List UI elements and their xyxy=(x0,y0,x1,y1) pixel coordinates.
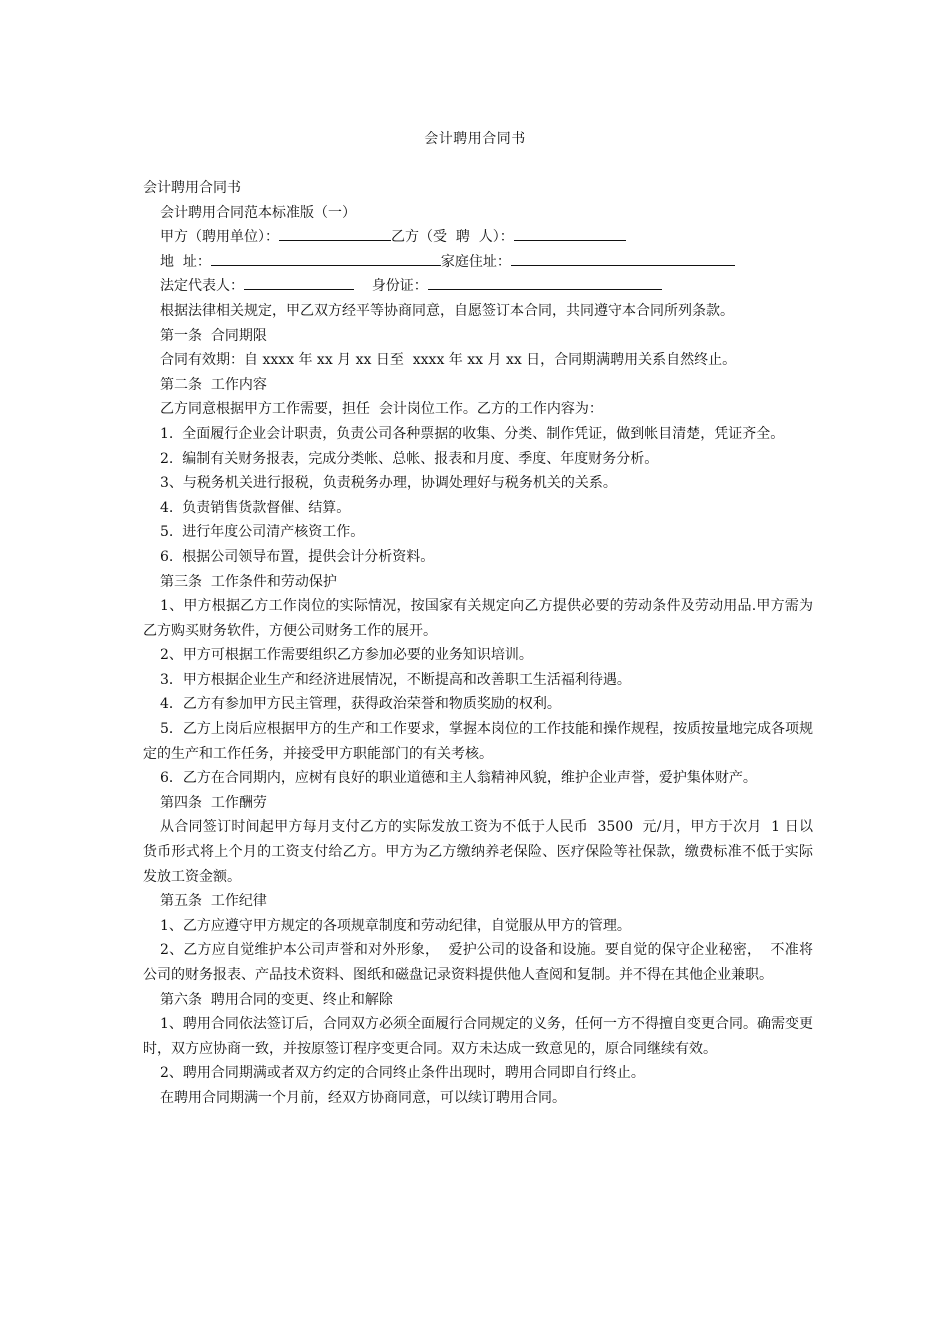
article-2-item: 1. 全面履行企业会计职责，负责公司各种票据的收集、分类、制作凭证，做到帐目清楚，凭证齐全。 xyxy=(160,425,785,442)
article-5-item: 2、乙方应自觉维护本公司声誉和对外形象， 爱护公司的设备和设施。要自觉的保守企业秘密， 不准将公司的财务报表、产品技术资料、图纸和磁盘记录资料提供他人查阅和复制。并不得在其他企业兼职。 xyxy=(143,942,813,983)
document-title: 会计聘用合同书 xyxy=(424,131,526,147)
address-label: 地 址： xyxy=(160,253,211,270)
party-line xyxy=(143,225,813,250)
article-2-title: 第二条 工作内容 xyxy=(160,376,267,393)
legal-rep-label: 法定代表人： xyxy=(160,278,244,295)
legal-rep-line xyxy=(143,274,813,299)
article-6-title: 第六条 聘用合同的变更、终止和解除 xyxy=(160,991,393,1008)
id-blank xyxy=(428,275,662,290)
article-2-item: 5. 进行年度公司清产核资工作。 xyxy=(160,524,365,541)
document-subtitle: 会计聘用合同范本标准版（一） xyxy=(160,204,356,221)
document-body xyxy=(143,176,813,1111)
party-b-blank xyxy=(514,226,626,241)
document-heading: 会计聘用合同书 xyxy=(143,180,241,196)
article-3-item: 6．乙方在合同期内，应树有良好的职业道德和主人翁精神风貌，维护企业声誉，爱护集体财产。 xyxy=(160,770,757,787)
article-6-item: 在聘用合同期满一个月前，经双方协商同意，可以续订聘用合同。 xyxy=(160,1089,566,1106)
party-a-blank xyxy=(279,226,391,241)
article-2-item: 2. 编制有关财务报表，完成分类帐、总帐、报表和月度、季度、年度财务分析。 xyxy=(160,450,659,467)
article-2-item: 6. 根据公司领导布置，提供会计分析资料。 xyxy=(160,548,435,565)
legal-rep-blank xyxy=(244,275,354,290)
article-6-item: 1、聘用合同依法签订后，合同双方必须全面履行合同规定的义务，任何一方不得擅自变更合同。确需变更时，双方应协商一致，并按原签订程序变更合同。双方未达成一致意见的，原合同继续有效。 xyxy=(143,1016,813,1057)
article-3-item: 4．乙方有参加甲方民主管理，获得政治荣誉和物质奖励的权利。 xyxy=(160,696,561,713)
article-3-item: 2、甲方可根据工作需要组织乙方参加必要的业务知识培训。 xyxy=(160,647,533,664)
article-2-intro: 乙方同意根据甲方工作需要，担任 会计岗位工作。乙方的工作内容为： xyxy=(160,401,603,418)
article-5-title: 第五条 工作纪律 xyxy=(160,893,267,910)
party-b-label: 乙方（受 聘 人）： xyxy=(391,229,514,246)
article-3-item: 3．甲方根据企业生产和经济进展情况，不断提高和改善职工生活福利待遇。 xyxy=(160,671,631,688)
article-3-item: 1、甲方根据乙方工作岗位的实际情况，按国家有关规定向乙方提供必要的劳动条件及劳动用品.甲方需为乙方购买财务软件，方便公司财务工作的展开。 xyxy=(143,598,813,639)
article-1-paragraph: 合同有效期：自 xxxx 年 xx 月 xx 日至 xxxx 年 xx 月 xx 日，合同期满聘用关系自然终止。 xyxy=(160,352,737,369)
article-1-title: 第一条 合同期限 xyxy=(160,327,267,344)
article-3-title: 第三条 工作条件和劳动保护 xyxy=(160,573,337,590)
article-2-item: 3、与税务机关进行报税，负责税务办理，协调处理好与税务机关的关系。 xyxy=(160,475,617,492)
address-blank xyxy=(211,251,441,266)
address-line xyxy=(143,250,813,275)
article-4-paragraph: 从合同签订时间起甲方每月支付乙方的实际发放工资为不低于人民币 3500 元/月，甲方于次月 1 日以货币形式将上个月的工资支付给乙方。甲方为乙方缴纳养老保险、医疗保险等社保款，缴费标准不低于实际发放工资金额。 xyxy=(143,819,813,885)
home-address-label: 家庭住址： xyxy=(440,253,511,270)
id-label: 身份证： xyxy=(371,278,428,295)
article-3-item: 5．乙方上岗后应根据甲方的生产和工作要求，掌握本岗位的工作技能和操作规程，按质按量地完成各项规定的生产和工作任务，并接受甲方职能部门的有关考核。 xyxy=(143,721,813,762)
article-6-item: 2、聘用合同期满或者双方约定的合同终止条件出现时，聘用合同即自行终止。 xyxy=(160,1065,645,1082)
article-2-item: 4. 负责销售货款督催、结算。 xyxy=(160,499,351,516)
intro-paragraph: 根据法律相关规定，甲乙双方经平等协商同意，自愿签订本合同，共同遵守本合同所列条款。 xyxy=(160,302,734,319)
article-5-item: 1、乙方应遵守甲方规定的各项规章制度和劳动纪律，自觉服从甲方的管理。 xyxy=(160,917,631,934)
party-a-label: 甲方（聘用单位）： xyxy=(160,229,279,246)
article-4-title: 第四条 工作酬劳 xyxy=(160,794,267,811)
home-address-blank xyxy=(511,251,735,266)
